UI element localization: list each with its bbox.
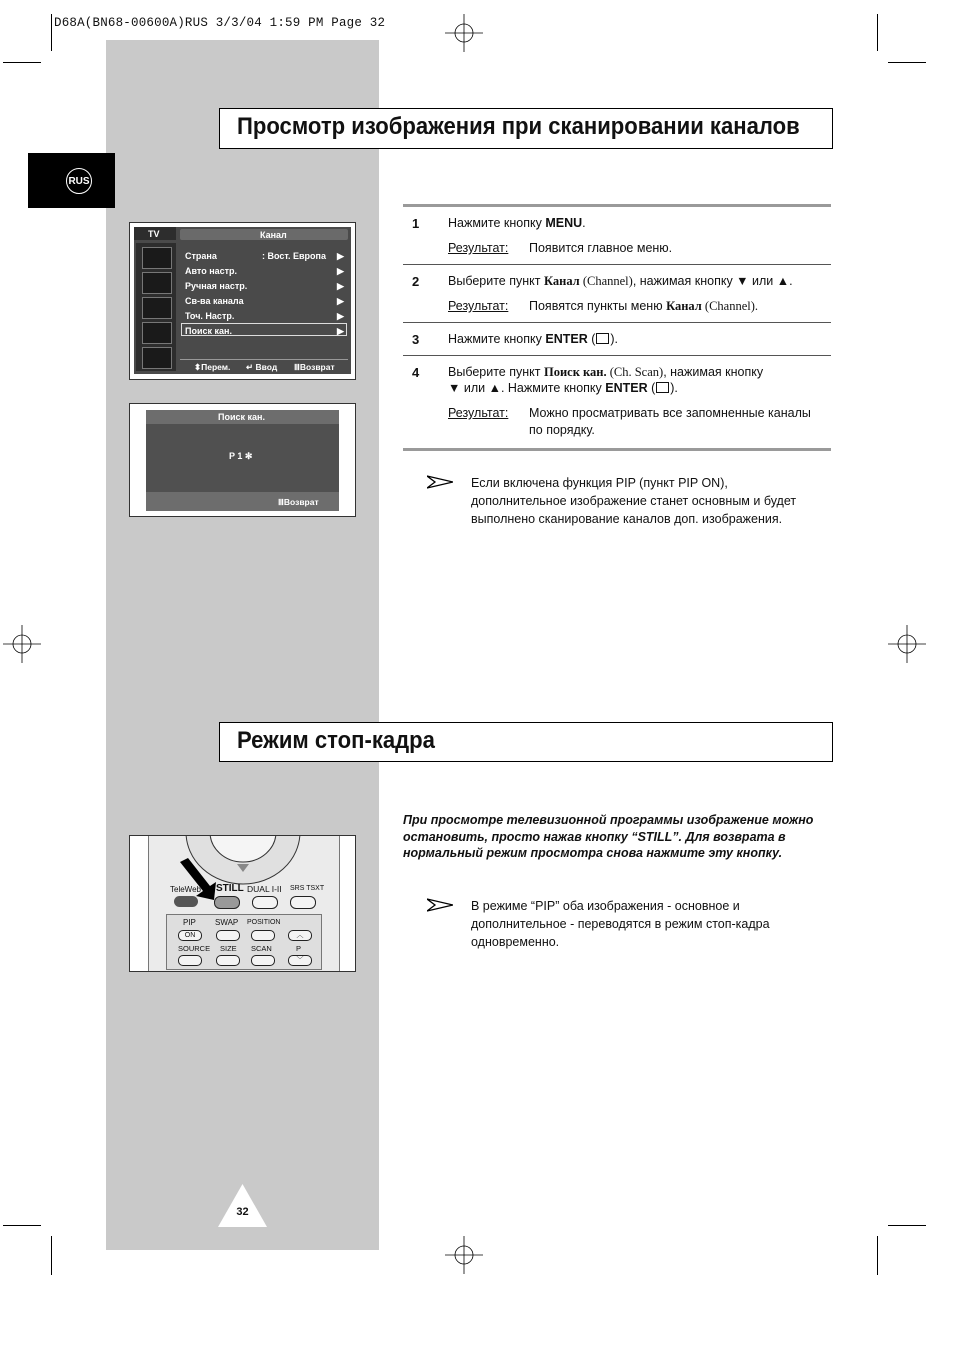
osd-screen [134, 227, 351, 374]
note-text: В режиме “PIP” оба изображения - основное и дополнительное - переводятся в режим стоп-кадра одновременно. [471, 899, 770, 949]
crop-mark [877, 14, 878, 51]
still-label: STILL [216, 883, 244, 894]
table-rule [403, 204, 831, 207]
osd-scan-return: Возврат [283, 497, 319, 507]
print-slug: D68A(BN68-00600A)RUS 3/3/04 1:59 PM Page 32 [54, 16, 386, 30]
language-tab [28, 153, 115, 208]
result-text: по порядку. [529, 423, 595, 437]
osd-menu-item: Авто настр. [185, 266, 238, 276]
enter-button-icon [596, 333, 609, 344]
table-rule [403, 448, 831, 451]
size-label: SIZE [220, 944, 237, 953]
menu-icon: Ⅲ [294, 362, 300, 372]
srs-button[interactable] [290, 896, 316, 909]
registration-mark-icon [445, 1236, 483, 1274]
osd-menu-item-value: : Вост. Европа [262, 251, 326, 261]
right-arrow-icon: ▶ [337, 281, 344, 291]
osd-menu-item: Ручная настр. [185, 281, 248, 291]
right-arrow-icon: ▶ [337, 296, 344, 306]
table-rule [403, 355, 831, 356]
crop-mark [3, 62, 41, 63]
source-button[interactable] [178, 955, 202, 966]
up-down-icon: ⬍ [194, 362, 202, 372]
p-label: P [296, 944, 302, 953]
position-label: POSITION [247, 919, 281, 926]
osd-scan-title: Поиск кан. [218, 412, 265, 422]
section-title: Просмотр изображения при сканировании каналов [237, 113, 800, 140]
channel-up-button[interactable] [288, 930, 312, 941]
osd-scan-illustration [129, 403, 356, 517]
size-button[interactable] [216, 955, 240, 966]
crop-mark [877, 1236, 878, 1275]
chevron-up-icon: ︿ [296, 932, 304, 939]
enter-button-icon [656, 382, 669, 393]
menu-icon: Ⅲ [278, 497, 284, 507]
dual-button[interactable] [252, 896, 278, 909]
registration-mark-icon [888, 625, 926, 663]
setup-icon [142, 322, 172, 344]
source-label: SOURCE [178, 944, 211, 953]
osd-menu-item: Страна [185, 251, 217, 261]
step-number: 2 [412, 274, 420, 289]
crop-mark [51, 14, 52, 51]
step-instruction: Выберите пункт Канал (Channel), нажимая кнопку ▼ или ▲. [448, 274, 793, 288]
step-instruction: Нажмите кнопку MENU. [448, 216, 586, 230]
enter-icon: ↵ [246, 362, 256, 372]
scan-label: SCAN [251, 944, 272, 953]
table-rule [403, 322, 831, 323]
osd-footer-move: Перем. [201, 362, 231, 372]
result-label: Результат: [448, 241, 509, 255]
osd-footer-return: Возврат [299, 362, 335, 372]
step-instruction: Нажмите кнопку ENTER ( ). [448, 332, 619, 346]
crop-mark [888, 1225, 926, 1226]
section-title-box [219, 722, 833, 762]
osd-tv-label: TV [148, 229, 160, 239]
osd-menu-item: Поиск кан. [185, 326, 232, 336]
result-label: Результат: [448, 299, 509, 313]
osd-menu-item: Св-ва канала [185, 296, 244, 306]
teleweb-label: TeleWeb [170, 885, 201, 894]
step-instruction-line2: ▼ или ▲. Нажмите кнопку ENTER ( ). [448, 381, 678, 395]
page-number: 32 [236, 1206, 249, 1218]
step-number: 4 [412, 365, 420, 380]
intro-paragraph: При просмотре телевизионной программы изображение можно остановить, просто нажав кнопку “STILL”. Для возврата в нормальный режим просмотра снова нажмите эту кнопку. [403, 813, 814, 860]
crop-mark [888, 62, 926, 63]
right-arrow-icon: ▶ [337, 266, 344, 276]
speaker-icon [142, 272, 172, 294]
osd-menu-title: Канал [260, 230, 287, 240]
channel-down-button[interactable] [288, 955, 312, 966]
crop-mark [51, 1236, 52, 1275]
step-number: 1 [412, 216, 420, 231]
note-arrow-icon [427, 475, 453, 489]
remote-illustration [129, 835, 356, 972]
result-label: Результат: [448, 406, 509, 420]
section-title-box [219, 108, 833, 149]
step-instruction: Выберите пункт Поиск кан. (Ch. Scan), нажимая кнопку [448, 365, 764, 379]
table-rule [403, 264, 831, 265]
osd-menu-illustration [129, 222, 356, 380]
note-text: Если включена функция PIP (пункт PIP ON), дополнительное изображение станет основным и будет выполнено сканирование каналов доп. изображения. [471, 476, 797, 526]
pip-label: PIP [183, 918, 196, 927]
registration-mark-icon [445, 14, 483, 52]
right-arrow-icon: ▶ [337, 326, 344, 336]
language-badge: RUS [66, 168, 92, 194]
swap-button[interactable] [216, 930, 240, 941]
position-button[interactable] [251, 930, 275, 941]
pointer-arrow-icon [176, 858, 222, 904]
chevron-down-icon: ﹀ [296, 957, 304, 964]
antenna-icon [142, 247, 172, 269]
right-arrow-icon: ▶ [337, 311, 344, 321]
osd-menu-item: Точ. Настр. [185, 311, 235, 321]
osd-scan-channel: P 1 ✻ [229, 451, 253, 461]
result-text: Появится главное меню. [529, 241, 673, 255]
input-icon [142, 347, 172, 369]
registration-mark-icon [3, 625, 41, 663]
section-title: Режим стоп-кадра [237, 727, 435, 754]
srs-label: SRS TSXT [290, 885, 325, 892]
dual-label: DUAL I-II [247, 884, 282, 894]
result-text: Можно просматривать все запомненные каналы [529, 406, 811, 420]
swap-label: SWAP [215, 918, 239, 927]
pip-on-button[interactable]: ON [178, 930, 202, 941]
osd-scan-screen [146, 410, 339, 511]
note-arrow-icon [427, 898, 453, 912]
scan-button[interactable] [251, 955, 275, 966]
step-number: 3 [412, 332, 420, 347]
result-text: Появятся пункты меню Канал (Channel). [529, 299, 759, 313]
osd-footer-enter: Ввод [255, 362, 278, 372]
right-arrow-icon: ▶ [337, 251, 344, 261]
crop-mark [3, 1225, 41, 1226]
settings-icon [142, 297, 172, 319]
